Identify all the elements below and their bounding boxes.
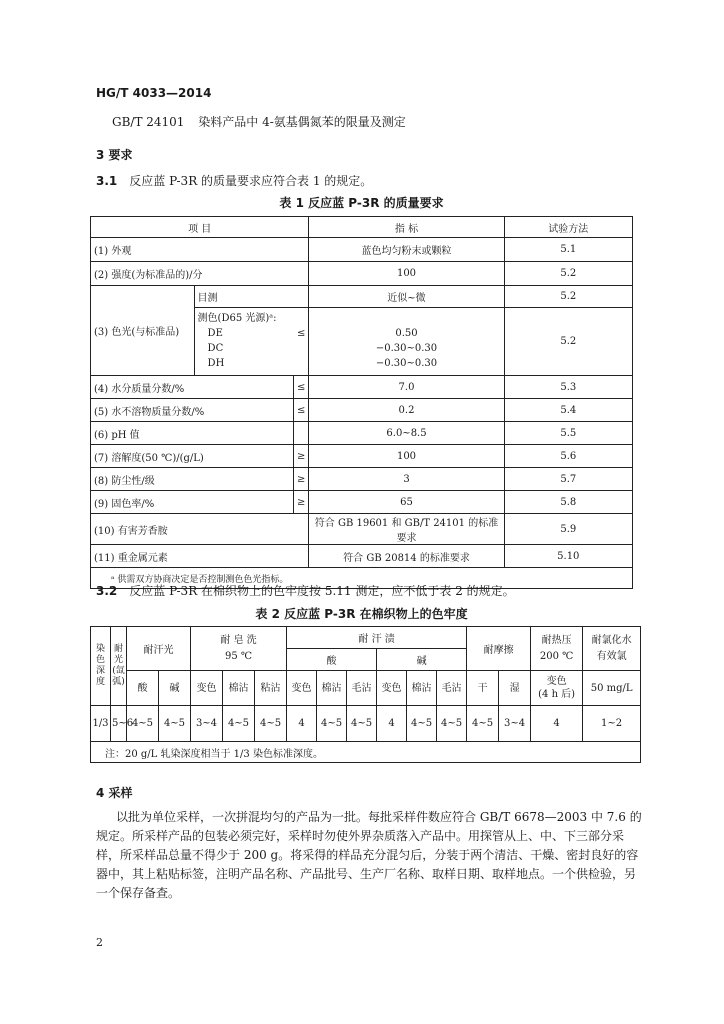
row-item: (6) pH 值 — [91, 422, 294, 445]
row-operator: ≥ — [294, 468, 309, 491]
reference-title: 染料产品中 4-氨基偶氮苯的限量及测定 — [198, 115, 406, 129]
row-value: 3 — [309, 468, 504, 491]
de-line — [198, 326, 306, 341]
normative-reference — [112, 113, 406, 130]
shade-visual-label: 目测 — [194, 286, 309, 308]
header-perspiration: 耐 汗 渍 — [287, 627, 467, 649]
header-acid: 酸 — [287, 649, 377, 671]
sub-wool: 毛沾 — [347, 671, 377, 706]
sub-acid: 酸 — [127, 671, 159, 706]
sub-hot-press — [531, 671, 583, 706]
row-item: (2) 强度(为标准品的)/分 — [94, 270, 203, 281]
hot-press-temp: 200 ℃ — [539, 650, 574, 662]
table-row — [91, 706, 641, 742]
sub-cotton: 棉沾 — [223, 671, 255, 706]
clause-number: 3.2 — [96, 584, 118, 598]
clause-number: 3.1 — [96, 174, 118, 188]
table-footnote: ᵃ 供需双方协商决定是否控制测色色光指标。 — [91, 568, 633, 589]
dc-value: −0.30~0.30 — [375, 343, 438, 354]
row-method: 5.2 — [504, 262, 632, 286]
row-item: (8) 防尘性/级 — [91, 468, 294, 491]
row-value: 6.0~8.5 — [309, 422, 504, 445]
row-operator: ≥ — [294, 491, 309, 514]
row-value: 100 — [309, 262, 504, 286]
table-2-caption: 表 2 反应蓝 P-3R 在棉织物上的色牢度 — [255, 607, 468, 621]
table-row — [91, 545, 633, 568]
section-4-heading: 4 采样 — [96, 786, 133, 800]
chlorine-label: 耐氯化水 — [591, 634, 632, 646]
clause-text: 反应蓝 P-3R 在棉织物上的色牢度按 5.11 测定，应不低于表 2 的规定。 — [129, 584, 515, 598]
cell: 4~5 — [437, 706, 467, 742]
cell: 3~4 — [191, 706, 223, 742]
de-value: 0.50 — [395, 328, 418, 339]
table-2 — [90, 626, 641, 763]
table-row — [91, 514, 633, 545]
chlorine-sub: 有效氯 — [596, 650, 627, 662]
row-method: 5.4 — [504, 399, 632, 422]
row-method: 5.3 — [504, 376, 632, 399]
hot-time: (4 h 后) — [538, 689, 576, 700]
cell: 4 — [287, 706, 317, 742]
table-1-caption: 表 1 反应蓝 P-3R 的质量要求 — [279, 196, 444, 210]
document-code: HG/T 4033—2014 — [96, 86, 212, 100]
cell: 5~6 — [111, 706, 127, 742]
table-row — [91, 468, 633, 491]
header-chlorine — [583, 627, 641, 671]
table-row — [91, 399, 633, 422]
header-hot-press — [531, 627, 583, 671]
header-soaping — [191, 627, 287, 671]
header-item: 项 目 — [91, 217, 309, 238]
row-method: 5.9 — [504, 514, 632, 545]
row-value: 65 — [309, 491, 504, 514]
row-method: 5.7 — [504, 468, 632, 491]
de-operator: ≤ — [297, 328, 306, 339]
row-item: (9) 固色率/% — [91, 491, 294, 514]
shade-visual-method: 5.2 — [504, 286, 632, 308]
hot-change: 变色 — [546, 676, 567, 687]
section-3-heading: 3 要求 — [96, 148, 133, 162]
table-header-row-3 — [91, 671, 641, 706]
cell: 1/3 — [91, 706, 111, 742]
row-value: 符合 GB 19601 和 GB/T 24101 的标准要求 — [309, 514, 504, 545]
dh-value: −0.30~0.30 — [375, 358, 438, 369]
soaping-label: 耐 皂 洗 — [220, 634, 257, 646]
row-value: 100 — [309, 445, 504, 468]
cell: 4~5 — [159, 706, 191, 742]
header-depth: 染色深度 — [91, 627, 111, 706]
sub-cotton: 棉沾 — [407, 671, 437, 706]
row-item: (11) 重金属元素 — [91, 545, 309, 568]
table-row-shade-visual — [91, 286, 633, 308]
soaping-temp: 95 ℃ — [224, 650, 253, 662]
header-rubbing: 耐摩擦 — [467, 627, 531, 671]
header-index: 指 标 — [309, 217, 504, 238]
shade-visual-value: 近似~微 — [309, 286, 504, 308]
dc-label: DC — [207, 343, 224, 354]
sub-wool: 毛沾 — [437, 671, 467, 706]
cell: 4~5 — [223, 706, 255, 742]
row-item: (5) 水不溶物质量分数/% — [91, 399, 294, 422]
clause-3-1 — [96, 172, 372, 189]
cell: 4~5 — [255, 706, 287, 742]
row-value: 7.0 — [309, 376, 504, 399]
sub-change: 变色 — [191, 671, 223, 706]
sub-cotton: 棉沾 — [317, 671, 347, 706]
reference-code: GB/T 24101 — [112, 115, 185, 129]
sub-change: 变色 — [287, 671, 317, 706]
row-operator — [294, 422, 309, 445]
row-item: (1) 外观 — [94, 246, 132, 257]
hot-press-label: 耐热压 — [541, 634, 572, 646]
cell: 4 — [377, 706, 407, 742]
row-method: 5.5 — [504, 422, 632, 445]
sub-dry: 干 — [467, 671, 499, 706]
header-light: 耐光(氙弧) — [111, 627, 127, 706]
row-method: 5.1 — [504, 238, 632, 262]
row-method: 5.8 — [504, 491, 632, 514]
table-row — [91, 262, 633, 286]
cell: 1~2 — [583, 706, 641, 742]
de-label: DE — [207, 328, 223, 339]
cell: 4 — [531, 706, 583, 742]
dh-label: DH — [207, 358, 225, 369]
clause-3-2 — [96, 582, 515, 599]
shade-label: (3) 色光(与标准品) — [91, 286, 195, 376]
instrument-label: 测色(D65 光源)ᵃ: — [197, 313, 277, 324]
row-method: 5.6 — [504, 445, 632, 468]
header-sweat-light: 耐汗光 — [127, 627, 191, 671]
cell: 4~5 — [127, 706, 159, 742]
sub-chlorine-conc: 50 mg/L — [583, 671, 641, 706]
shade-instrument-cell — [194, 308, 309, 376]
row-item: (10) 有害芳香胺 — [91, 514, 309, 545]
row-value: 符合 GB 20814 的标准要求 — [309, 545, 504, 568]
table-row — [91, 422, 633, 445]
table-row — [91, 491, 633, 514]
table-1 — [90, 216, 633, 589]
table-header-row — [91, 217, 633, 238]
sub-alkali: 碱 — [159, 671, 191, 706]
row-operator: ≤ — [294, 376, 309, 399]
sub-change: 变色 — [377, 671, 407, 706]
cell: 3~4 — [499, 706, 531, 742]
row-value: 0.2 — [309, 399, 504, 422]
sub-stain: 粘沾 — [255, 671, 287, 706]
row-operator: ≤ — [294, 399, 309, 422]
row-value: 蓝色均匀粉末或颗粒 — [309, 238, 504, 262]
cell: 4~5 — [407, 706, 437, 742]
header-method: 试验方法 — [504, 217, 632, 238]
table-row — [91, 376, 633, 399]
row-item: (4) 水分质量分数/% — [91, 376, 294, 399]
shade-instrument-values — [309, 308, 504, 376]
cell: 4~5 — [347, 706, 377, 742]
row-item: (7) 溶解度(50 ℃)/(g/L) — [91, 445, 294, 468]
table-row — [91, 445, 633, 468]
cell: 4~5 — [467, 706, 499, 742]
table-note-row — [91, 742, 641, 763]
sub-wet: 湿 — [499, 671, 531, 706]
header-alkali: 碱 — [377, 649, 467, 671]
cell: 4~5 — [317, 706, 347, 742]
clause-text: 反应蓝 P-3R 的质量要求应符合表 1 的规定。 — [129, 174, 373, 188]
row-method: 5.10 — [504, 545, 632, 568]
row-operator: ≥ — [294, 445, 309, 468]
shade-instrument-method: 5.2 — [504, 308, 632, 376]
page-number: 2 — [96, 936, 103, 949]
table-row — [91, 238, 633, 262]
section-4-body: 以批为单位采样，一次拼混均匀的产品为一批。每批采样件数应符合 GB/T 6678—2003 中 7.6 的规定。所采样产品的包装必须完好，采样时勿使外界杂质落入产品中。用探管从上、中、下三部分采样，所采样品总量不得少于 200 g。将采得的样品充分混匀后，分装于两个清洁、干燥、密封良好的容器中，其上粘贴标签，注明产品名称、产品批号、生产厂名称、取样日期、取样地点。一个供检验，另一个保存备查。 — [96, 810, 642, 900]
table-header-row-1 — [91, 627, 641, 649]
table-note: 注：20 g/L 轧染深度相当于 1/3 染色标准深度。 — [91, 742, 641, 763]
